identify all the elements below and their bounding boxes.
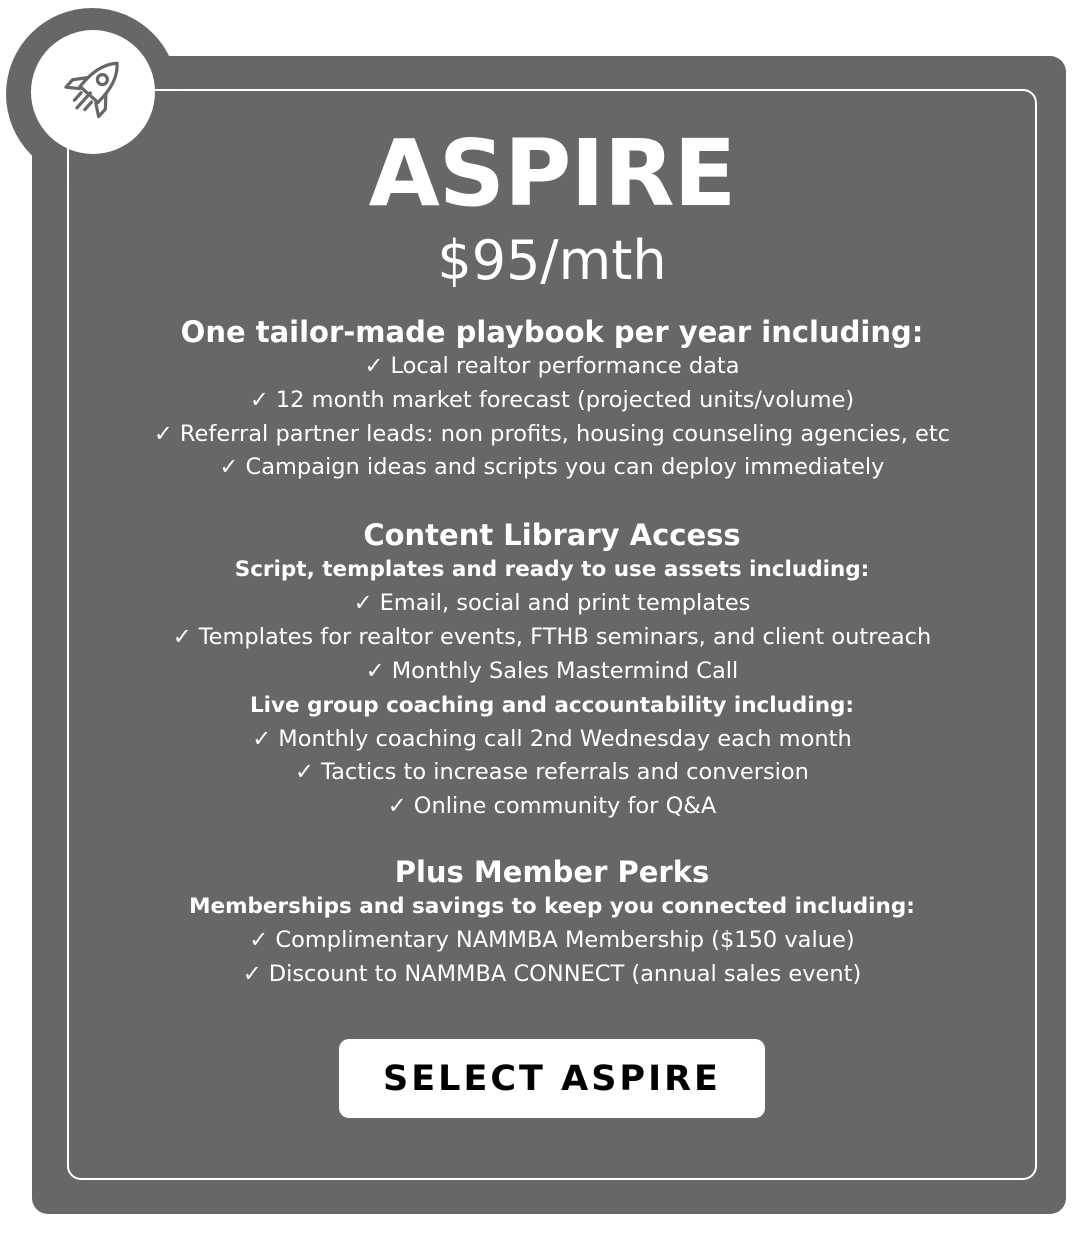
section-member-perks <box>70 854 1034 992</box>
select-plan-button[interactable]: SELECT ASPIRE <box>339 1039 765 1118</box>
feature-item: ✓ Monthly coaching call 2nd Wednesday each month <box>252 725 852 752</box>
feature-item: ✓ Online community for Q&A <box>387 793 717 820</box>
feature-item: ✓ Complimentary NAMMBA Membership ($150 value) <box>249 926 855 953</box>
feature-item: ✓ Email, social and print templates <box>353 590 751 617</box>
feature-item: ✓ Referral partner leads: non profits, housing counseling agencies, etc <box>153 420 951 447</box>
plan-content <box>70 100 1034 992</box>
section-playbook <box>70 314 1034 485</box>
section-heading: Plus Member Perks <box>394 854 710 889</box>
section-content-library <box>70 517 1034 824</box>
section-subheading: Live group coaching and accountability including: <box>249 692 854 718</box>
feature-item: ✓ Tactics to increase referrals and conversion <box>295 759 809 786</box>
feature-item: ✓ 12 month market forecast (projected units/volume) <box>249 386 855 413</box>
section-subheading: Memberships and savings to keep you connected including: <box>189 893 915 919</box>
plan-name: ASPIRE <box>368 120 736 227</box>
feature-item: ✓ Templates for realtor events, FTHB seminars, and client outreach <box>172 623 932 650</box>
plan-price: $95/mth <box>437 229 667 292</box>
feature-item: ✓ Local realtor performance data <box>364 353 740 379</box>
feature-item: ✓ Discount to NAMMBA CONNECT (annual sales event) <box>242 960 862 987</box>
section-subheading: Script, templates and ready to use assets including: <box>234 557 870 583</box>
section-heading: One tailor-made playbook per year including: <box>180 315 924 349</box>
feature-item: ✓ Monthly Sales Mastermind Call <box>365 657 739 684</box>
section-heading: Content Library Access <box>363 518 741 553</box>
feature-item: ✓ Campaign ideas and scripts you can deploy immediately <box>219 454 885 481</box>
